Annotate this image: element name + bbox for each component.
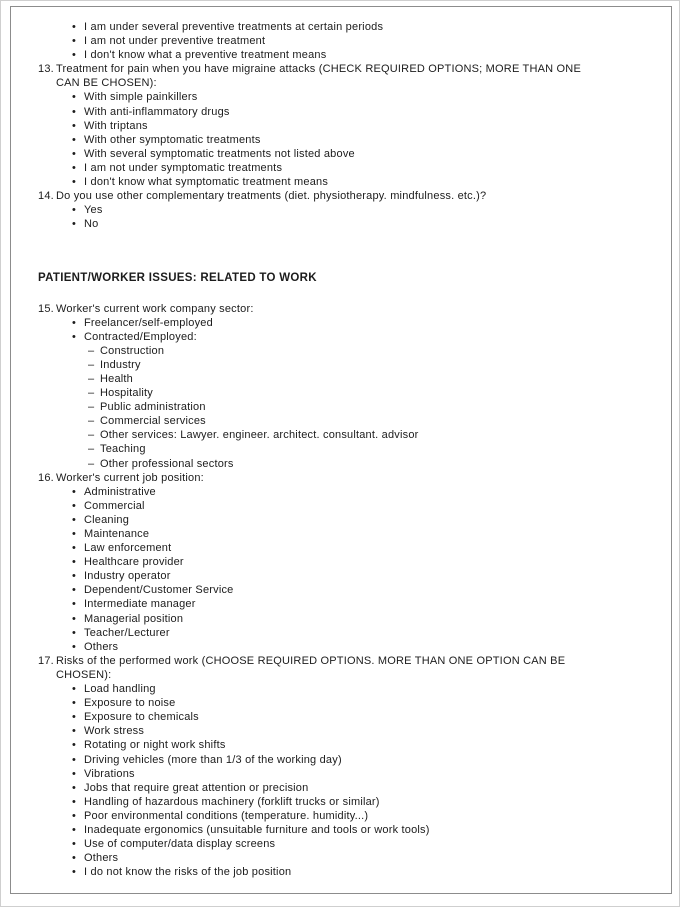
dash-icon: – <box>88 358 95 371</box>
list-item-text: Industry operator <box>84 570 171 583</box>
bullet-icon: • <box>72 499 77 512</box>
question-text-line: Risks of the performed work (CHOOSE REQUIRED OPTIONS. MORE THAN ONE OPTION CAN BE <box>56 654 566 667</box>
question-17-body <box>56 654 657 880</box>
list-item <box>72 316 657 330</box>
question-14-text: Do you use other complementary treatments (diet. physiotherapy. mindfulness. etc.)? <box>56 190 487 203</box>
list-item <box>72 555 657 569</box>
list-item-text: Other professional sectors <box>100 457 234 470</box>
question-15-body <box>56 302 657 471</box>
question-13-text <box>56 62 657 90</box>
bullet-icon: • <box>72 570 77 583</box>
list-item-text: Hospitality <box>100 387 153 400</box>
bullet-icon: • <box>72 683 77 696</box>
list-item-text: Load handling <box>84 683 156 696</box>
list-item-text: Rotating or night work shifts <box>84 739 226 752</box>
list-item-text: Inadequate ergonomics (unsuitable furniture and tools or work tools) <box>84 823 430 836</box>
bullet-icon: • <box>72 513 77 526</box>
list-item-text: Law enforcement <box>84 542 172 555</box>
list-item <box>72 682 657 696</box>
dash-sublist <box>88 344 657 471</box>
list-item-text: Contracted/Employed: <box>84 330 197 343</box>
list-item-text: With several symptomatic treatments not listed above <box>84 147 355 160</box>
list-item <box>88 400 657 414</box>
list-item-text: Intermediate manager <box>84 598 196 611</box>
list-item-text: With other symptomatic treatments <box>84 133 261 146</box>
list-item <box>72 753 657 767</box>
list-item <box>72 330 657 344</box>
page-border <box>10 6 672 894</box>
bullet-icon: • <box>72 739 77 752</box>
list-item <box>72 217 657 231</box>
list-item-text: Others <box>84 852 119 865</box>
question-13-body <box>56 62 657 189</box>
list-item <box>72 767 657 781</box>
list-item <box>72 147 657 161</box>
bullet-icon: • <box>72 161 77 174</box>
list-item-text: With simple painkillers <box>84 91 198 104</box>
bullet-icon: • <box>72 133 77 146</box>
list-item-text: Construction <box>100 344 165 357</box>
dash-icon: – <box>88 372 95 385</box>
bullet-icon: • <box>72 528 77 540</box>
bullet-list <box>72 682 657 879</box>
question-17 <box>38 654 657 880</box>
list-item <box>88 344 657 358</box>
list-item <box>72 161 657 175</box>
question-17-number: 17. <box>38 654 54 667</box>
bullet-icon: • <box>72 852 77 865</box>
list-item-text: Work stress <box>84 725 145 738</box>
question-16-number: 16. <box>38 471 54 484</box>
list-item-text: Health <box>100 372 133 385</box>
bullet-icon: • <box>72 542 77 555</box>
list-item-text: Teaching <box>100 443 146 456</box>
list-item-text: Handling of hazardous machinery (forklift trucks or similar) <box>84 795 380 808</box>
bullet-list <box>72 203 657 231</box>
question-16-text: Worker's current job position: <box>56 471 204 484</box>
bullet-icon: • <box>72 147 77 160</box>
bullet-icon: • <box>72 781 77 794</box>
list-item-text: Public administration <box>100 401 206 414</box>
dash-icon: – <box>88 401 95 414</box>
list-item <box>88 372 657 386</box>
list-item <box>72 20 657 34</box>
bullet-list <box>72 20 657 62</box>
list-item <box>72 119 657 133</box>
question-15-text: Worker's current work company sector: <box>56 302 254 315</box>
list-item <box>72 738 657 752</box>
bullet-icon: • <box>72 35 77 48</box>
list-item <box>72 626 657 640</box>
bullet-icon: • <box>72 767 77 780</box>
bullet-icon: • <box>72 49 77 62</box>
list-item <box>72 133 657 147</box>
bullet-icon: • <box>72 176 77 189</box>
list-item <box>72 612 657 626</box>
bullet-icon: • <box>72 753 77 766</box>
list-item-text: I am not under symptomatic treatments <box>84 161 283 174</box>
list-item <box>72 34 657 48</box>
list-item-text: Driving vehicles (more than 1/3 of the working day) <box>84 753 342 766</box>
list-item <box>72 809 657 823</box>
bullet-icon: • <box>72 866 77 879</box>
list-item-text: With anti-inflammatory drugs <box>84 105 230 118</box>
list-item-text: Other services: Lawyer. engineer. architect. consultant. advisor <box>100 429 419 442</box>
list-item <box>72 499 657 513</box>
list-item <box>88 428 657 442</box>
list-item <box>88 386 657 400</box>
list-item <box>88 442 657 456</box>
dash-icon: – <box>88 457 95 470</box>
question-17-text <box>56 654 657 682</box>
bullet-icon: • <box>72 119 77 132</box>
list-item-text: I am not under preventive treatment <box>84 35 266 48</box>
dash-icon: – <box>88 344 95 357</box>
list-item-text: Cleaning <box>84 513 130 526</box>
list-item-text: Dependent/Customer Service <box>84 584 234 597</box>
list-item-text: Industry <box>100 358 141 371</box>
list-item <box>72 90 657 104</box>
list-item-text: With triptans <box>84 119 148 132</box>
list-item <box>72 597 657 611</box>
bullet-icon: • <box>72 725 77 738</box>
list-item <box>72 541 657 555</box>
document-content <box>38 20 657 879</box>
bullet-icon: • <box>72 640 77 653</box>
bullet-icon: • <box>72 612 77 625</box>
list-item <box>88 414 657 428</box>
bullet-list <box>72 316 657 344</box>
list-item <box>72 203 657 217</box>
bullet-icon: • <box>72 105 77 118</box>
bullet-icon: • <box>72 626 77 639</box>
bullet-icon: • <box>72 204 77 217</box>
bullet-icon: • <box>72 823 77 836</box>
list-item-text: Administrative <box>84 485 156 498</box>
bullet-icon: • <box>72 485 77 498</box>
list-item-text: I don't know what a preventive treatment means <box>84 49 327 62</box>
list-item <box>72 696 657 710</box>
bullet-icon: • <box>72 316 77 329</box>
bullet-icon: • <box>72 697 77 710</box>
list-item-text: Exposure to chemicals <box>84 711 199 724</box>
bullet-icon: • <box>72 330 77 343</box>
list-item-text: Maintenance <box>84 528 150 540</box>
bullet-icon: • <box>72 598 77 611</box>
dash-icon: – <box>88 415 95 428</box>
list-item-text: Teacher/Lecturer <box>84 626 170 639</box>
list-item <box>72 527 657 541</box>
list-item <box>72 48 657 62</box>
list-item-text: Managerial position <box>84 612 184 625</box>
list-item-text: Commercial services <box>100 415 206 428</box>
list-item <box>72 485 657 499</box>
question-text-line: Treatment for pain when you have migraine attacks (CHECK REQUIRED OPTIONS; MORE THAN ONE <box>56 63 581 76</box>
question-15-number: 15. <box>38 302 54 315</box>
list-item-text: Yes <box>84 204 103 217</box>
list-item-text: Vibrations <box>84 767 135 780</box>
question-16-body <box>56 471 657 654</box>
list-item <box>72 105 657 119</box>
bullet-list <box>72 90 657 189</box>
list-item <box>72 569 657 583</box>
question-13-number: 13. <box>38 63 54 76</box>
list-item <box>72 865 657 879</box>
question-13 <box>38 62 657 189</box>
list-item <box>72 781 657 795</box>
list-item <box>72 851 657 865</box>
bullet-icon: • <box>72 218 77 231</box>
list-item-text: I am under several preventive treatments at certain periods <box>84 21 384 33</box>
bullet-icon: • <box>72 556 77 569</box>
list-item-text: Jobs that require great attention or precision <box>84 781 309 794</box>
bullet-icon: • <box>72 584 77 597</box>
question-text-line: CHOSEN): <box>56 668 112 681</box>
bullet-icon: • <box>72 795 77 808</box>
dash-icon: – <box>88 443 95 456</box>
dash-icon: – <box>88 387 95 400</box>
list-item <box>72 823 657 837</box>
list-item-text: Use of computer/data display screens <box>84 838 276 851</box>
dash-icon: – <box>88 429 95 442</box>
section-heading: PATIENT/WORKER ISSUES: RELATED TO WORK <box>38 272 317 285</box>
question-16 <box>38 471 657 654</box>
bullet-icon: • <box>72 838 77 851</box>
list-item-text: Commercial <box>84 499 145 512</box>
list-item <box>72 837 657 851</box>
question-14-body <box>56 189 657 231</box>
list-item <box>72 710 657 724</box>
list-item-text: Others <box>84 640 119 653</box>
list-item-text: I do not know the risks of the job position <box>84 866 292 879</box>
list-item <box>88 457 657 471</box>
list-item <box>72 175 657 189</box>
question-14 <box>38 189 657 231</box>
list-item <box>72 583 657 597</box>
bullet-icon: • <box>72 809 77 822</box>
list-item <box>88 358 657 372</box>
list-item-text: Healthcare provider <box>84 556 184 569</box>
list-item <box>72 640 657 654</box>
list-item-text: No <box>84 218 99 231</box>
bullet-list <box>72 485 657 654</box>
list-item <box>72 795 657 809</box>
question-14-number: 14. <box>38 190 54 203</box>
bullet-icon: • <box>72 21 77 33</box>
question-text-line: CAN BE CHOSEN): <box>56 77 157 90</box>
bullet-icon: • <box>72 711 77 724</box>
question-15 <box>38 302 657 471</box>
question-12-options <box>56 20 657 62</box>
bullet-icon: • <box>72 91 77 104</box>
list-item <box>72 724 657 738</box>
list-item-text: I don't know what symptomatic treatment means <box>84 176 329 189</box>
list-item-text: Freelancer/self-employed <box>84 316 213 329</box>
list-item-text: Exposure to noise <box>84 697 176 710</box>
list-item <box>72 513 657 527</box>
list-item-text: Poor environmental conditions (temperature. humidity...) <box>84 809 369 822</box>
